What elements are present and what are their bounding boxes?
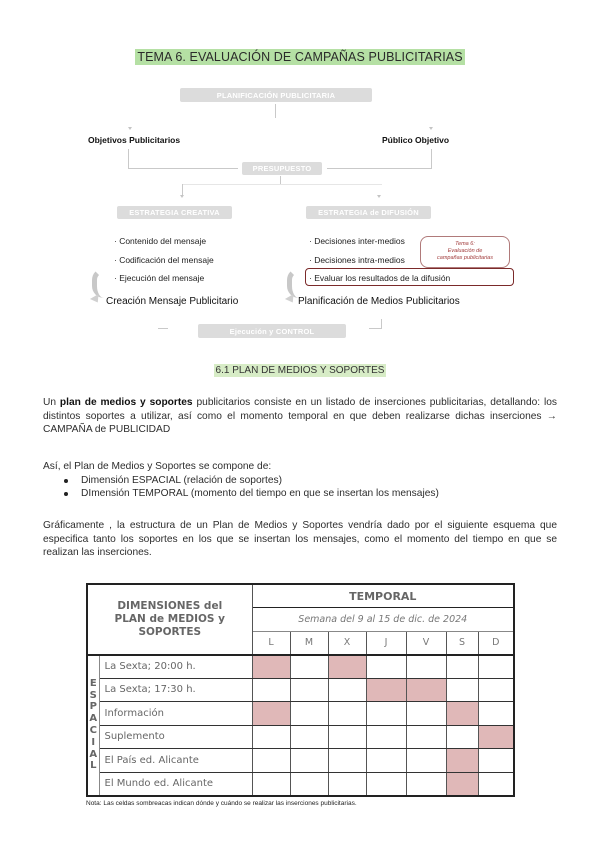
day-header: X (328, 631, 366, 655)
table-row (87, 702, 514, 726)
espacial-letter: A (89, 748, 98, 760)
soporte-cell: Suplemento (99, 725, 252, 749)
difusion-item: · Decisiones intra-medios (309, 255, 405, 265)
soporte-cell: El País ed. Alicante (99, 749, 252, 773)
schedule-cell (290, 702, 328, 726)
day-header: S (446, 631, 478, 655)
connector-line (431, 149, 432, 168)
section-title-text: 6.1 PLAN DE MEDIOS Y SOPORTES (215, 365, 385, 376)
table-row (87, 772, 514, 796)
connector-line (275, 104, 276, 118)
schedule-cell (478, 678, 514, 702)
day-header: J (366, 631, 406, 655)
day-header: L (252, 631, 290, 655)
espacial-letter: L (90, 760, 97, 772)
soporte-cell: La Sexta; 20:00 h. (99, 655, 252, 679)
schedule-cell (366, 678, 406, 702)
soporte-cell: El Mundo ed. Alicante (99, 772, 252, 796)
schedule-cell (366, 702, 406, 726)
callout-line: campañas publicitarias (437, 255, 493, 261)
planificacion-medios-label: Planificación de Medios Publicitarios (298, 296, 460, 307)
page-title (0, 50, 600, 64)
schedule-cell (328, 749, 366, 773)
estrategia-creativa-box: ESTRATEGIA CREATIVA (117, 206, 232, 219)
schedule-cell (478, 655, 514, 679)
day-header: V (406, 631, 446, 655)
schedule-cell (252, 678, 290, 702)
para-bold-term: plan de medios y soportes (59, 397, 193, 408)
schedule-cell (290, 655, 328, 679)
schedule-cell (366, 725, 406, 749)
difusion-item-evaluar: · Evaluar los resultados de la difusión (309, 273, 451, 283)
table-row (87, 725, 514, 749)
tema6-callout (420, 236, 510, 268)
difusion-item: · Decisiones inter-medios (309, 236, 405, 246)
soporte-cell: La Sexta; 17:30 h. (99, 678, 252, 702)
schedule-cell (290, 749, 328, 773)
schedule-cell (446, 772, 478, 796)
compone-paragraph: Así, el Plan de Medios y Soportes se compone de: (43, 461, 272, 472)
objetivos-label: Objetivos Publicitarios (88, 135, 181, 145)
schedule-cell (446, 702, 478, 726)
planificacion-box: PLANIFICACIÓN PUBLICITARIA (180, 88, 372, 102)
espacial-letter: I (91, 736, 96, 748)
schedule-cell (328, 678, 366, 702)
connector-line (369, 328, 381, 329)
schedule-cell (406, 749, 446, 773)
connector-line (128, 149, 129, 168)
arrow-down-icon (180, 195, 184, 198)
schedule-cell (252, 702, 290, 726)
schedule-cell (446, 725, 478, 749)
schedule-cell (406, 655, 446, 679)
arrow-down-icon (429, 127, 433, 130)
espacial-letter: C (89, 725, 97, 736)
estrategia-difusion-box: ESTRATEGIA de DIFUSIÓN (306, 206, 431, 219)
graficamente-paragraph: Gráficamente , la estructura de un Plan de Medios y Soportes vendría dado por el siguiente esquema que especifica tanto los soportes en los que se insertan los mensajes, como el momento del tiempo en que se realizan las inserciones. (43, 520, 557, 558)
media-plan-table (86, 583, 515, 797)
creativa-item: · Codificación del mensaje (114, 255, 214, 265)
espacial-letter: S (89, 689, 97, 701)
temporal-header: TEMPORAL (252, 584, 514, 608)
schedule-cell (328, 655, 366, 679)
schedule-cell (478, 725, 514, 749)
schedule-cell (328, 702, 366, 726)
connector-line (381, 319, 382, 329)
list-item: Dimensión ESPACIAL (relación de soportes) (64, 474, 439, 487)
callout-line: Tema 6: (455, 241, 475, 247)
dimensions-header: DIMENSIONES del PLAN de MEDIOS y SOPORTES (87, 584, 252, 655)
schedule-cell (290, 725, 328, 749)
callout-line: Evaluación de (447, 248, 483, 254)
schedule-cell (290, 772, 328, 796)
schedule-cell (252, 772, 290, 796)
schedule-cell (446, 749, 478, 773)
schedule-cell (478, 772, 514, 796)
section-title (0, 365, 600, 376)
schedule-cell (328, 725, 366, 749)
soporte-cell: Información (99, 702, 252, 726)
day-header: D (478, 631, 514, 655)
schedule-cell (406, 725, 446, 749)
schedule-cell (252, 725, 290, 749)
presupuesto-box: PRESUPUESTO (242, 162, 322, 175)
arrow-down-icon (377, 195, 381, 198)
para-text: Un (43, 397, 60, 408)
connector-line (280, 176, 281, 184)
dimension-list (64, 474, 439, 500)
schedule-cell (478, 702, 514, 726)
creativa-item: · Ejecución del mensaje (114, 273, 205, 283)
connector-line (128, 168, 238, 169)
table-row (87, 678, 514, 702)
schedule-cell (252, 655, 290, 679)
connector-line (182, 184, 382, 185)
schedule-cell (366, 772, 406, 796)
espacial-letter: E (89, 677, 97, 689)
schedule-cell (290, 678, 328, 702)
schedule-cell (446, 678, 478, 702)
schedule-cell (252, 749, 290, 773)
connector-line (158, 328, 168, 329)
creacion-label: Creación Mensaje Publicitario (106, 296, 239, 307)
schedule-cell (366, 655, 406, 679)
schedule-cell (446, 655, 478, 679)
schedule-cell (406, 772, 446, 796)
para-text: publicitarios consiste en un listado de inserciones publicitarias, detallando: los distintos soportes a utilizar, así como el momento temporal en que deben realizarse dichas inserciones → CAMPAÑA de PUBLICIDAD (43, 397, 558, 435)
table-note: Nota: Las celdas sombreacas indican dónde y cuándo se realizar las inserciones publicitarias. (86, 800, 357, 807)
arrow-down-icon (128, 127, 132, 130)
day-header: M (290, 631, 328, 655)
title-text: TEMA 6. EVALUACIÓN DE CAMPAÑAS PUBLICITARIAS (137, 50, 463, 64)
ejecucion-box: Ejecución y CONTROL (198, 324, 346, 338)
schedule-cell (406, 702, 446, 726)
week-header: Semana del 9 al 15 de dic. de 2024 (252, 608, 514, 632)
schedule-cell (328, 772, 366, 796)
espacial-letter: P (89, 701, 97, 713)
connector-line (327, 168, 432, 169)
schedule-cell (478, 749, 514, 773)
schedule-cell (406, 678, 446, 702)
list-item: DImensión TEMPORAL (momento del tiempo en que se insertan los mensajes) (64, 487, 439, 500)
espacial-letter: A (89, 713, 98, 725)
creativa-item: · Contenido del mensaje (114, 236, 207, 246)
schedule-cell (366, 749, 406, 773)
publico-label: Público Objetivo (382, 135, 450, 145)
table-row (87, 655, 514, 679)
espacial-label (87, 655, 99, 796)
table-row (87, 749, 514, 773)
intro-paragraph (43, 396, 557, 437)
